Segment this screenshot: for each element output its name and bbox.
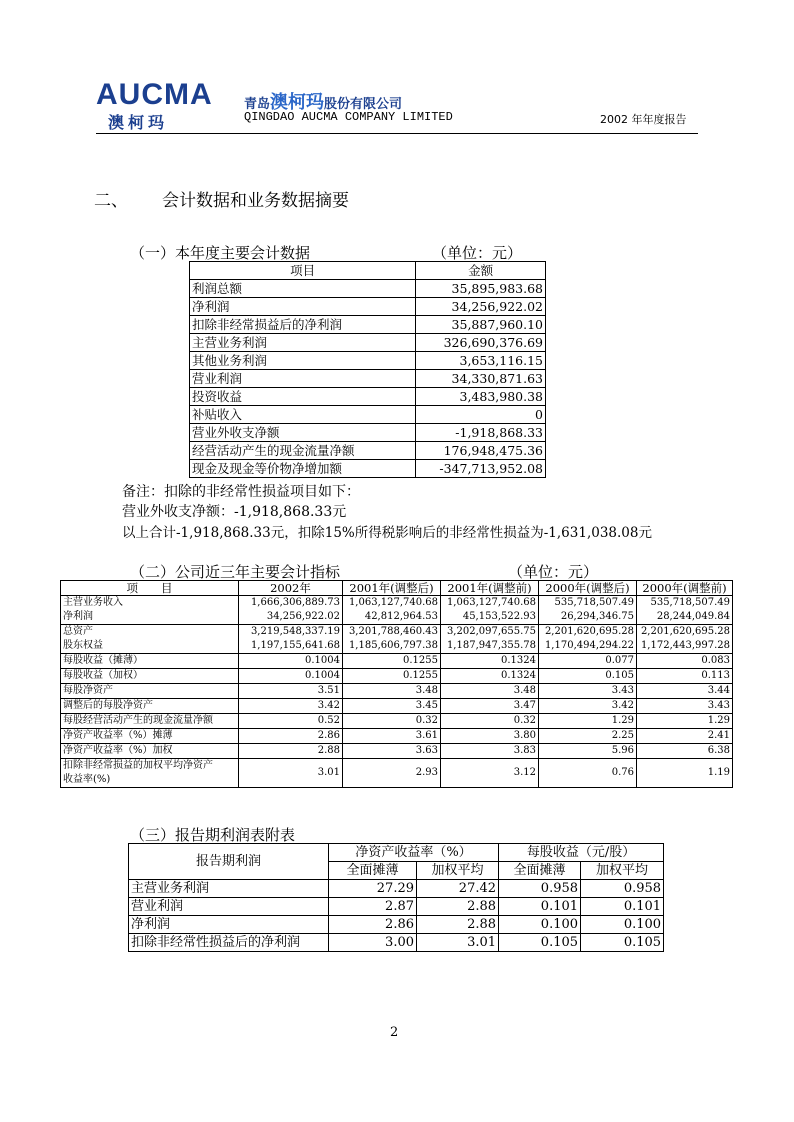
- row-value: 2,201,620,695.28 1,172,443,997.28: [637, 625, 733, 654]
- row-value: 1.19: [637, 759, 733, 788]
- part1-unit: （单位：元）: [432, 244, 523, 262]
- row-amount: 35,887,960.10: [416, 316, 546, 334]
- row-value: 2.88: [417, 916, 499, 934]
- company-logo-cn: 澳柯玛: [108, 113, 169, 132]
- row-value: 2.93: [343, 759, 441, 788]
- row-value: 0.1324: [441, 654, 539, 669]
- row-value: 27.42: [417, 880, 499, 898]
- row-label: 扣除非经常损益后的净利润: [190, 316, 416, 334]
- row-amount: 34,256,922.02: [416, 298, 546, 316]
- row-label: 现金及现金等价物净增加额: [190, 460, 416, 478]
- row-value: 2.41: [637, 729, 733, 744]
- subheader-roe-diluted: 全面摊薄: [329, 862, 417, 880]
- section-title-text: 会计数据和业务数据摘要: [162, 191, 349, 211]
- report-title: 2002 年年度报告: [600, 113, 687, 126]
- row-value: 3.48: [343, 684, 441, 699]
- company-name-prefix: 青岛: [244, 97, 271, 112]
- table-row: [129, 934, 664, 952]
- row-label: 净利润: [129, 916, 329, 934]
- company-name-brand: 澳柯玛: [270, 92, 325, 113]
- row-value: 0.958: [581, 880, 664, 898]
- row-value: 27.29: [329, 880, 417, 898]
- table-row: [61, 759, 733, 788]
- row-value: 3.01: [417, 934, 499, 952]
- row-label: 利润总额: [190, 280, 416, 298]
- row-value: 3.61: [343, 729, 441, 744]
- part3-title: （三）报告期利润表附表: [130, 826, 296, 844]
- company-name-suffix: 股份有限公司: [324, 97, 403, 112]
- row-value: 3.42: [539, 699, 637, 714]
- row-amount: 3,653,116.15: [416, 352, 546, 370]
- section-number: 二、: [94, 191, 128, 211]
- row-value: 3.42: [239, 699, 343, 714]
- row-value: 0.32: [441, 714, 539, 729]
- row-value: 0.100: [499, 916, 581, 934]
- company-logo-en: AUCMA: [96, 78, 213, 111]
- header-divider: [96, 133, 698, 134]
- table-row: [61, 699, 733, 714]
- row-value: 0.1255: [343, 654, 441, 669]
- row-value: 0.105: [581, 934, 664, 952]
- row-value: 2,201,620,695.28 1,170,494,294.22: [539, 625, 637, 654]
- table-row: [190, 406, 546, 424]
- row-value: 3.44: [637, 684, 733, 699]
- row-label: 每股收益（摊薄）: [61, 654, 239, 669]
- row-value: 0.32: [343, 714, 441, 729]
- row-value: 0.52: [239, 714, 343, 729]
- row-amount: 34,330,871.63: [416, 370, 546, 388]
- row-label: 每股收益（加权）: [61, 669, 239, 684]
- row-value: 3.01: [239, 759, 343, 788]
- row-value: 3.51: [239, 684, 343, 699]
- row-label: 扣除非经常性损益后的净利润: [129, 934, 329, 952]
- row-value: 2.88: [417, 898, 499, 916]
- header-2000-original: 2000年(调整前): [637, 581, 733, 596]
- table-row: [129, 916, 664, 934]
- note-line-3: 以上合计-1,918,868.33元，扣除15%所得税影响后的非经常性损益为-1,631,038.08元: [122, 525, 652, 541]
- row-value: 3.43: [637, 699, 733, 714]
- row-value: 1,666,306,889.73 34,256,922.02: [239, 596, 343, 625]
- table-row: [190, 460, 546, 478]
- row-label: 净利润: [190, 298, 416, 316]
- table-row: [61, 654, 733, 669]
- table-row: [61, 729, 733, 744]
- row-label: 扣除非经常损益的加权平均净资产 收益率(%): [61, 759, 239, 788]
- section-title: [94, 186, 349, 211]
- table-row: [61, 714, 733, 729]
- row-value: 0.077: [539, 654, 637, 669]
- row-value: 3.48: [441, 684, 539, 699]
- row-value: 3,202,097,655.75 1,187,947,355.78: [441, 625, 539, 654]
- table-row: [190, 352, 546, 370]
- header-item: 项 目: [61, 581, 239, 596]
- row-label: 净资产收益率（%）摊薄: [61, 729, 239, 744]
- header-2001-original: 2001年(调整前): [441, 581, 539, 596]
- row-amount: 326,690,376.69: [416, 334, 546, 352]
- row-value: 2.86: [329, 916, 417, 934]
- row-value: 0.1255: [343, 669, 441, 684]
- table-row: [190, 316, 546, 334]
- part1-title: （一）本年度主要会计数据: [130, 244, 311, 262]
- table-row: [190, 370, 546, 388]
- three-year-indicators-table: [60, 580, 733, 788]
- row-label: 每股净资产: [61, 684, 239, 699]
- table-header-row: [190, 262, 546, 280]
- row-value: 5.96: [539, 744, 637, 759]
- row-label: 净资产收益率（%）加权: [61, 744, 239, 759]
- row-amount: -347,713,952.08: [416, 460, 546, 478]
- row-label: 调整后的每股净资产: [61, 699, 239, 714]
- header-item: 项目: [190, 262, 416, 280]
- row-value: 0.105: [539, 669, 637, 684]
- table-row: [129, 880, 664, 898]
- subheader-eps-weighted: 加权平均: [581, 862, 664, 880]
- row-label: 主营业务利润: [129, 880, 329, 898]
- row-label: 经营活动产生的现金流量净额: [190, 442, 416, 460]
- table-row: [190, 298, 546, 316]
- row-value: 0.113: [637, 669, 733, 684]
- row-label: 投资收益: [190, 388, 416, 406]
- row-value: 3.63: [343, 744, 441, 759]
- row-amount: 0: [416, 406, 546, 424]
- row-value: 0.1004: [239, 669, 343, 684]
- row-value: 1,063,127,740.68 42,812,964.53: [343, 596, 441, 625]
- row-value: 535,718,507.49 26,294,346.75: [539, 596, 637, 625]
- table-row: [190, 280, 546, 298]
- profit-supplementary-table: [128, 843, 664, 952]
- header-roe: 净资产收益率（%）: [329, 844, 499, 862]
- header-2000-adjusted: 2000年(调整后): [539, 581, 637, 596]
- row-value: 3.12: [441, 759, 539, 788]
- row-value: 0.101: [499, 898, 581, 916]
- row-value: 2.25: [539, 729, 637, 744]
- row-value: 0.101: [581, 898, 664, 916]
- row-label: 补贴收入: [190, 406, 416, 424]
- table-header-row: [129, 844, 664, 862]
- header-2002: 2002年: [239, 581, 343, 596]
- page-number: 2: [390, 1025, 399, 1040]
- table-row: [61, 744, 733, 759]
- row-label: 其他业务利润: [190, 352, 416, 370]
- part2-title: （二）公司近三年主要会计指标: [130, 563, 341, 581]
- row-value: 0.105: [499, 934, 581, 952]
- row-value: 3.80: [441, 729, 539, 744]
- table-row: [61, 684, 733, 699]
- row-value: 0.958: [499, 880, 581, 898]
- row-amount: 176,948,475.36: [416, 442, 546, 460]
- row-label: 营业利润: [190, 370, 416, 388]
- table-row: [190, 442, 546, 460]
- row-amount: 3,483,980.38: [416, 388, 546, 406]
- row-label: 每股经营活动产生的现金流量净额: [61, 714, 239, 729]
- row-amount: -1,918,868.33: [416, 424, 546, 442]
- row-value: 6.38: [637, 744, 733, 759]
- row-value: 2.87: [329, 898, 417, 916]
- row-label: 营业外收支净额: [190, 424, 416, 442]
- row-value: 1.29: [539, 714, 637, 729]
- row-label: 主营业务收入 净利润: [61, 596, 239, 625]
- note-line-1: 备注：扣除的非经常性损益项目如下：: [122, 484, 360, 500]
- header-eps: 每股收益（元/股）: [499, 844, 664, 862]
- row-value: 3.47: [441, 699, 539, 714]
- row-value: 3.83: [441, 744, 539, 759]
- row-label: 总资产 股东权益: [61, 625, 239, 654]
- row-value: 0.1004: [239, 654, 343, 669]
- header-amount: 金额: [416, 262, 546, 280]
- header-2001-adjusted: 2001年(调整后): [343, 581, 441, 596]
- row-value: 0.083: [637, 654, 733, 669]
- row-value: 1.29: [637, 714, 733, 729]
- row-value: 3,201,788,460.43 1,185,606,797.38: [343, 625, 441, 654]
- table-row: [61, 625, 733, 654]
- row-value: 0.1324: [441, 669, 539, 684]
- row-value: 1,063,127,740.68 45,153,522.93: [441, 596, 539, 625]
- subheader-roe-weighted: 加权平均: [417, 862, 499, 880]
- table-row: [190, 334, 546, 352]
- table-row: [190, 424, 546, 442]
- table-header-row: [61, 581, 733, 596]
- table-row: [61, 669, 733, 684]
- row-value: 3.43: [539, 684, 637, 699]
- part2-unit: （单位：元）: [508, 563, 599, 581]
- row-value: 0.100: [581, 916, 664, 934]
- row-value: 3.00: [329, 934, 417, 952]
- table-row: [129, 898, 664, 916]
- company-name-en: QINGDAO AUCMA COMPANY LIMITED: [244, 110, 453, 124]
- row-value: 0.76: [539, 759, 637, 788]
- header-item: 报告期利润: [129, 844, 329, 880]
- subheader-eps-diluted: 全面摊薄: [499, 862, 581, 880]
- table-row: [61, 596, 733, 625]
- row-value: 2.88: [239, 744, 343, 759]
- row-label: 营业利润: [129, 898, 329, 916]
- table-row: [190, 388, 546, 406]
- row-amount: 35,895,983.68: [416, 280, 546, 298]
- main-accounting-data-table: [189, 261, 546, 478]
- note-line-2: 营业外收支净额：-1,918,868.33元: [122, 504, 347, 520]
- row-value: 535,718,507.49 28,244,049.84: [637, 596, 733, 625]
- row-value: 3.45: [343, 699, 441, 714]
- row-label: 主营业务利润: [190, 334, 416, 352]
- row-value: 3,219,548,337.19 1,197,155,641.68: [239, 625, 343, 654]
- row-value: 2.86: [239, 729, 343, 744]
